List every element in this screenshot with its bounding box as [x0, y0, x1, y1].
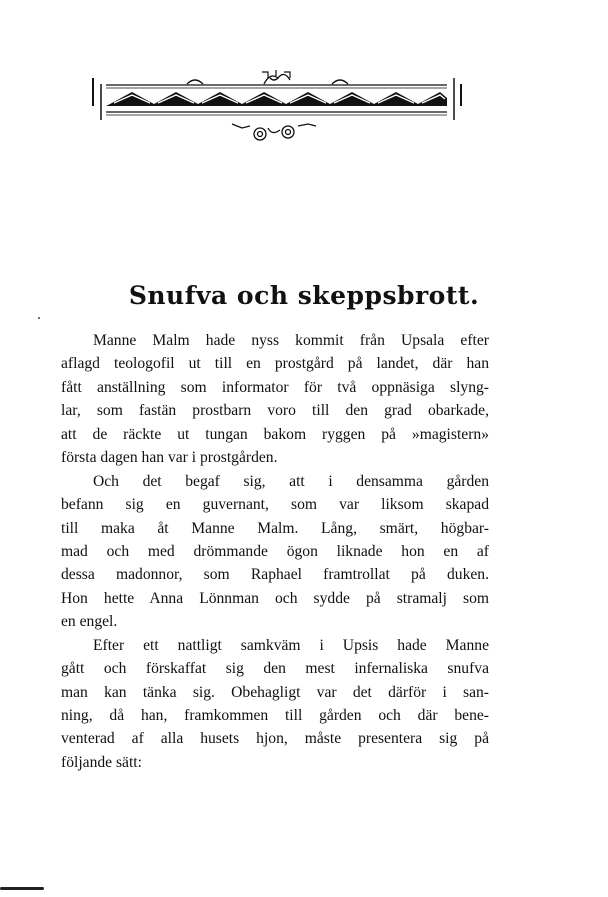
text-line: första dagen han var i prostgården.	[61, 449, 278, 467]
text-line: lar, som fastän prostbarn voro till den grad obarkade,	[61, 402, 489, 420]
text-line: till maka åt Manne Malm. Lång, smärt, högbar-	[61, 519, 489, 537]
text-line: venterad af alla husets hjon, måste presentera sig på	[61, 730, 489, 748]
text-line: gått och förskaffat sig den mest infernaliska snufva	[61, 660, 489, 678]
text-line: Hon hette Anna Lönnman och sydde på stramalj som	[61, 589, 489, 607]
body-text	[61, 329, 489, 774]
text-line: befann sig en guvernant, som var liksom skapad	[61, 496, 489, 514]
text-line: man kan tänka sig. Obehagligt var det därför i san-	[61, 683, 489, 701]
text-line: Manne Malm hade nyss kommit från Upsala efter	[93, 332, 489, 349]
page-edge-mark	[0, 887, 44, 890]
text-line: aflagd teologofil ut till en prostgård på landet, där han	[61, 355, 489, 373]
text-line: en engel.	[61, 613, 118, 631]
text-line: Och det begaf sig, att i densamma gården	[93, 472, 489, 490]
text-line: dessa madonnor, som Raphael framtrollat på duken.	[61, 566, 489, 584]
text-line: fått anställning som informator för två oppnäsiga slyng-	[61, 378, 489, 396]
header-ornament	[92, 68, 462, 148]
text-line: Efter ett nattligt samkväm i Upsis hade Manne	[93, 636, 489, 654]
text-line: följande sätt:	[61, 753, 142, 771]
text-line: att de räckte ut tungan bakom ryggen på »magistern»	[61, 425, 489, 443]
text-line: mad och med drömmande ögon liknade hon en af	[61, 542, 489, 560]
chapter-title: Snufva och skeppsbrott.	[128, 281, 480, 310]
text-line: ning, då han, framkommen till gården och där bene-	[61, 707, 489, 724]
margin-speck	[38, 317, 40, 319]
